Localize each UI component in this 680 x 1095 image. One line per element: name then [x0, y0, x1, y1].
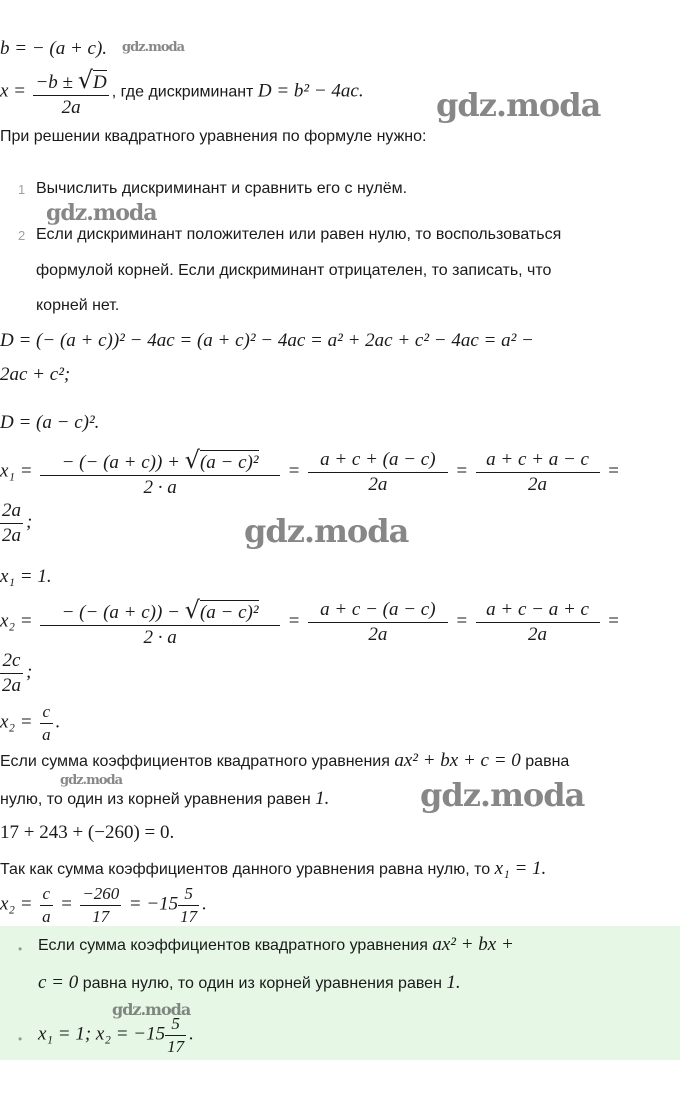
- x2-fraction: $\frac{2c}{2a}$ ;: [2, 650, 33, 696]
- x1-formula: x₁ = $\frac{\text{− (− (a + c)) + √(a − c)²}}{2 \cdot a}$ = $\frac{a + c + (a - c)}{2a}$ = $\frac{a + c + a - c}{2a}$ =: [0, 446, 620, 498]
- x2-numeric: x₂ = $\frac{c}{a}$ = $\frac{-260}{17}$ = −15 $\frac{5}{17}$ .: [0, 884, 207, 926]
- since-text: Так как сумма коэффициентов данного уравнения равна нулю, то: [0, 861, 491, 878]
- rule-text: равна: [525, 753, 570, 770]
- x1-result: x₁ = 1.: [0, 566, 52, 587]
- answer-text: равна нулю, то один из корней уравнения равен: [82, 975, 442, 992]
- answer-block: [0, 926, 680, 1060]
- x2-formula: x₂ = $\frac{\text{− (− (a + c)) − √(a − c)²}}{2 \cdot a}$ = $\frac{a + c - (a - c)}{2a}$ = $\frac{a + c - a + c}{2a}$ =: [0, 596, 620, 648]
- bullet-icon: •: [18, 1032, 23, 1046]
- discriminant-expansion: D = (− (a + c))² − 4ac = (a + c)² − 4ac = a² + 2ac + c² − 4ac = a² −: [0, 330, 534, 351]
- watermark: gdz.moda: [244, 512, 409, 550]
- sum-line: 17 + 243 + (−260) = 0.: [0, 822, 175, 843]
- x1-fraction: $\frac{2a}{2a}$ ;: [2, 500, 33, 546]
- discriminant-expansion-cont: 2ac + c²;: [0, 364, 71, 385]
- rule-line-1: Если сумма коэффициентов квадратного уравнения ax² + bx + c = 0 равна: [0, 750, 570, 771]
- formula-b: b = − (a + c).: [0, 38, 108, 59]
- watermark: gdz.moda: [436, 86, 601, 124]
- answer-text: Если сумма коэффициентов квадратного уравнения: [38, 937, 428, 954]
- answer-line-3: x₁ = 1; x₂ = −15 $\frac{5}{17}$ .: [38, 1014, 194, 1056]
- step-text: формулой корней. Если дискриминант отрицателен, то записать, что: [36, 262, 552, 279]
- answer-line-2: c = 0 равна нулю, то один из корней уравнения равен 1.: [38, 972, 461, 993]
- discriminant-result: D = (a − c)².: [0, 412, 100, 433]
- watermark: gdz.moda: [60, 773, 123, 788]
- bullet-icon: •: [18, 942, 23, 956]
- watermark: gdz.moda: [122, 40, 185, 55]
- rule-text: нулю, то один из корней уравнения равен: [0, 791, 311, 808]
- rule-line-2: нулю, то один из корней уравнения равен 1.: [0, 788, 330, 809]
- watermark: gdz.moda: [420, 776, 585, 814]
- intro-text: При решении квадратного уравнения по формуле нужно:: [0, 128, 427, 145]
- step-text: корней нет.: [36, 297, 120, 314]
- discriminant-note: , где дискриминант: [111, 83, 254, 101]
- step-marker: 1: [18, 182, 26, 197]
- watermark: gdz.moda: [112, 1000, 191, 1019]
- x2-result: x₂ = $\frac{c}{a}$ .: [0, 702, 61, 744]
- step-text: Вычислить дискриминант и сравнить его с нулём.: [36, 180, 408, 197]
- watermark: gdz.moda: [46, 200, 157, 226]
- answer-line-1: Если сумма коэффициентов квадратного уравнения ax² + bx +: [38, 934, 514, 955]
- step-text: Если дискриминант положителен или равен нулю, то воспользоваться: [36, 226, 562, 243]
- formula-x: x = $\frac{-b \pm √D}{2a}$ , где дискриминант D = b² − 4ac.: [0, 66, 364, 118]
- step-marker: 2: [18, 228, 26, 243]
- rule-text: Если сумма коэффициентов квадратного уравнения: [0, 753, 390, 770]
- since-line: Так как сумма коэффициентов данного уравнения равна нулю, то x₁ = 1.: [0, 858, 547, 879]
